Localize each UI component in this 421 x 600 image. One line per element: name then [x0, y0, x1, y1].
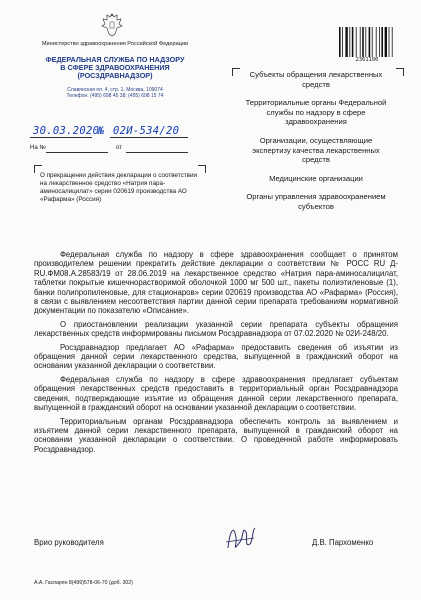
reply-date-line [126, 152, 188, 153]
address-line-1: Славянская пл. 4, стр. 1, Москва, 109074 [67, 87, 163, 93]
body-paragraph: Федеральная служба по надзору в сфере здравоохранения сообщает о принятом производителем решении прекратить действие декларации о соответствии № РОСС RU Д-RU.ФМ08.А.28583/19 от 28.06.2019 на лекарственное средство «Натрия пара-аминосалицилат, таблетки покрытые кишечнорастворимой оболочкой 1000 мг 500 шт., пакеты полиэтиленовые (1), банки полипропиленовые, для стационаров» серии 020619 производства АО «Рафарма» (Россия), в связи с выявлением несоответствия партии данной серии препарата требованиям нормативной документации по показателю «Описание». [34, 250, 398, 316]
service-name [36, 56, 194, 80]
registration-number-prefix: № [98, 125, 105, 137]
signatory-name: Д.В. Пархоменко [312, 538, 374, 547]
reply-number-line [46, 152, 108, 153]
recipients-bracket-right [396, 68, 404, 76]
recipients-block [240, 70, 392, 221]
recipient-item: Субъекты обращения лекарственных средств [249, 70, 383, 89]
date-underline [30, 137, 92, 138]
reply-to-label: На № [30, 145, 46, 151]
registration-date: 30.03.2020 [33, 125, 100, 137]
body-paragraph: Территориальным органам Росздравнадзора обеспечить контроль за выявлением и изъятием данной серии лекарственного препарата, выпущенной в гражданский оборот на основании указанной декларации о соответствии. О проведенной работе информировать Росздравнадзор. [34, 416, 398, 454]
body-paragraph: Росздравнадзор предлагает АО «Рафарма» предоставить сведения об изъятии из обращения данной серии лекарственного средства, выпущенной в гражданский оборот на основании указанной декларации о соответствии. [34, 342, 398, 371]
signatory-title: Врио руководителя [34, 538, 104, 547]
service-line-2: В СФЕРЕ ЗДРАВООХРАНЕНИЯ [60, 63, 170, 72]
service-line-3: (РОСЗДРАВНАДЗОР) [77, 71, 153, 80]
recipient-item: Территориальные органы Федеральной службы по надзору в сфере здравоохранения [245, 98, 387, 127]
recipient-item: Организации, осуществляющие экспертизу качества лекарственных средств [252, 135, 380, 165]
letter-subject: О прекращении действия декларации о соответствии на лекарственное средство «Натрия пара-аминосалицилат» серии 020619 производства АО «Рафарма» (Россия) [40, 172, 198, 203]
registration-number: 02И-534/20 [113, 125, 180, 137]
recipient-item: Медицинские организации [269, 173, 363, 183]
handwritten-signature [220, 518, 260, 558]
coat-of-arms-emblem [100, 12, 124, 38]
executor-contact: А.А. Гаспарян 8(499)578-06-70 (доб. 302) [34, 580, 133, 586]
barcode [338, 27, 396, 57]
service-line-1: ФЕДЕРАЛЬНАЯ СЛУЖБА ПО НАДЗОРУ [45, 55, 185, 64]
ministry-name: Министерство здравоохранения Российской Федерации [41, 41, 189, 47]
service-address [52, 87, 178, 99]
barcode-number: 2361100 [355, 57, 379, 63]
number-underline [110, 137, 188, 138]
body-paragraph: Федеральная служба по надзору в сфере здравоохранения предлагает субъектам обращения лекарственных средств предоставить в территориальный орган Росздравнадзора сведения, подтверждающие изъятие из обращения данной серии лекарственного препарата, выпущенной в гражданский оборот на основании указанной декларации о соответствии. [34, 374, 398, 413]
recipient-item: Органы управления здравоохранением субъектов [246, 192, 386, 211]
body-paragraph: О приостановлении реализации указанной серии препарата субъекты обращения лекарственных средств информированы письмом Росздравнадзора от 07.02.2020 № 02И-248/20. [34, 319, 398, 339]
address-line-2: Телефон: (495) 698 45 38; (495) 698 15 74 [66, 93, 164, 100]
recipients-bracket-left [232, 68, 240, 76]
reply-date-label: от [116, 145, 122, 151]
letter-body [34, 250, 398, 458]
